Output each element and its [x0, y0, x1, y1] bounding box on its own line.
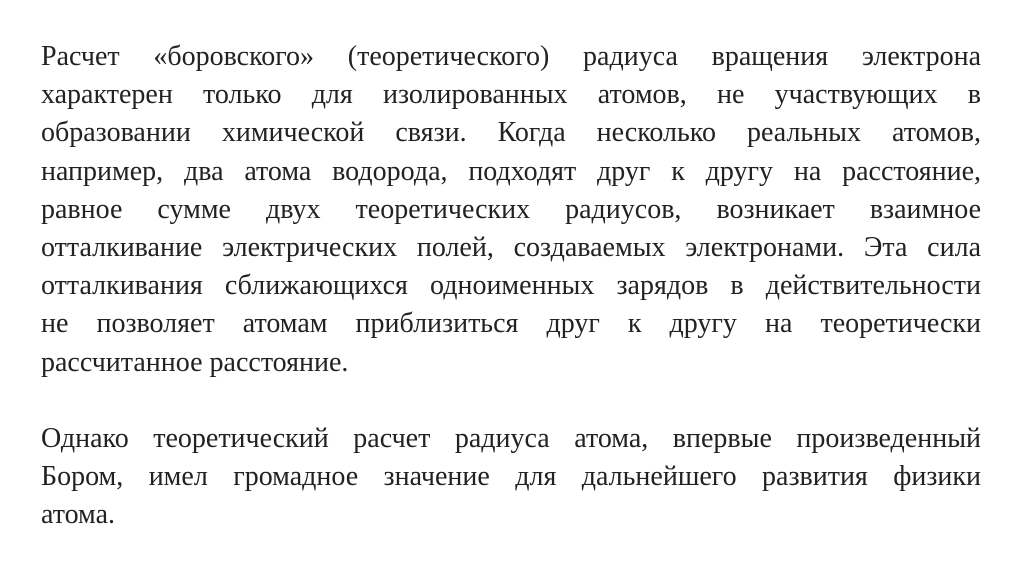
text-line: отталкивания сближающихся одноименных зарядов в действительности — [41, 270, 981, 302]
paragraph-bohr-significance — [41, 420, 981, 535]
text-line: не позволяет атомам приблизиться друг к другу на теоретически — [41, 308, 981, 340]
text-line: отталкивание электрических полей, создаваемых электронами. Эта сила — [41, 232, 981, 264]
text-line: образовании химической связи. Когда несколько реальных атомов, — [41, 117, 981, 149]
text-line: Расчет «боровского» (теоретического) радиуса вращения электрона — [41, 41, 981, 72]
text-line: Бором, имел громадное значение для дальнейшего развития физики — [41, 461, 981, 493]
text-line: Однако теоретический расчет радиуса атома, впервые произведенный — [41, 423, 981, 454]
text-line: рассчитанное расстояние. — [41, 346, 349, 378]
text-line: равное сумме двух теоретических радиусов, возникает взаимное — [41, 193, 981, 225]
text-line: характерен только для изолированных атомов, не участвующих в — [41, 79, 981, 111]
text-line: атома. — [41, 499, 115, 531]
text-line: например, два атома водорода, подходят друг к другу на расстояние, — [41, 155, 981, 187]
paragraph-bohr-radius — [41, 38, 981, 382]
